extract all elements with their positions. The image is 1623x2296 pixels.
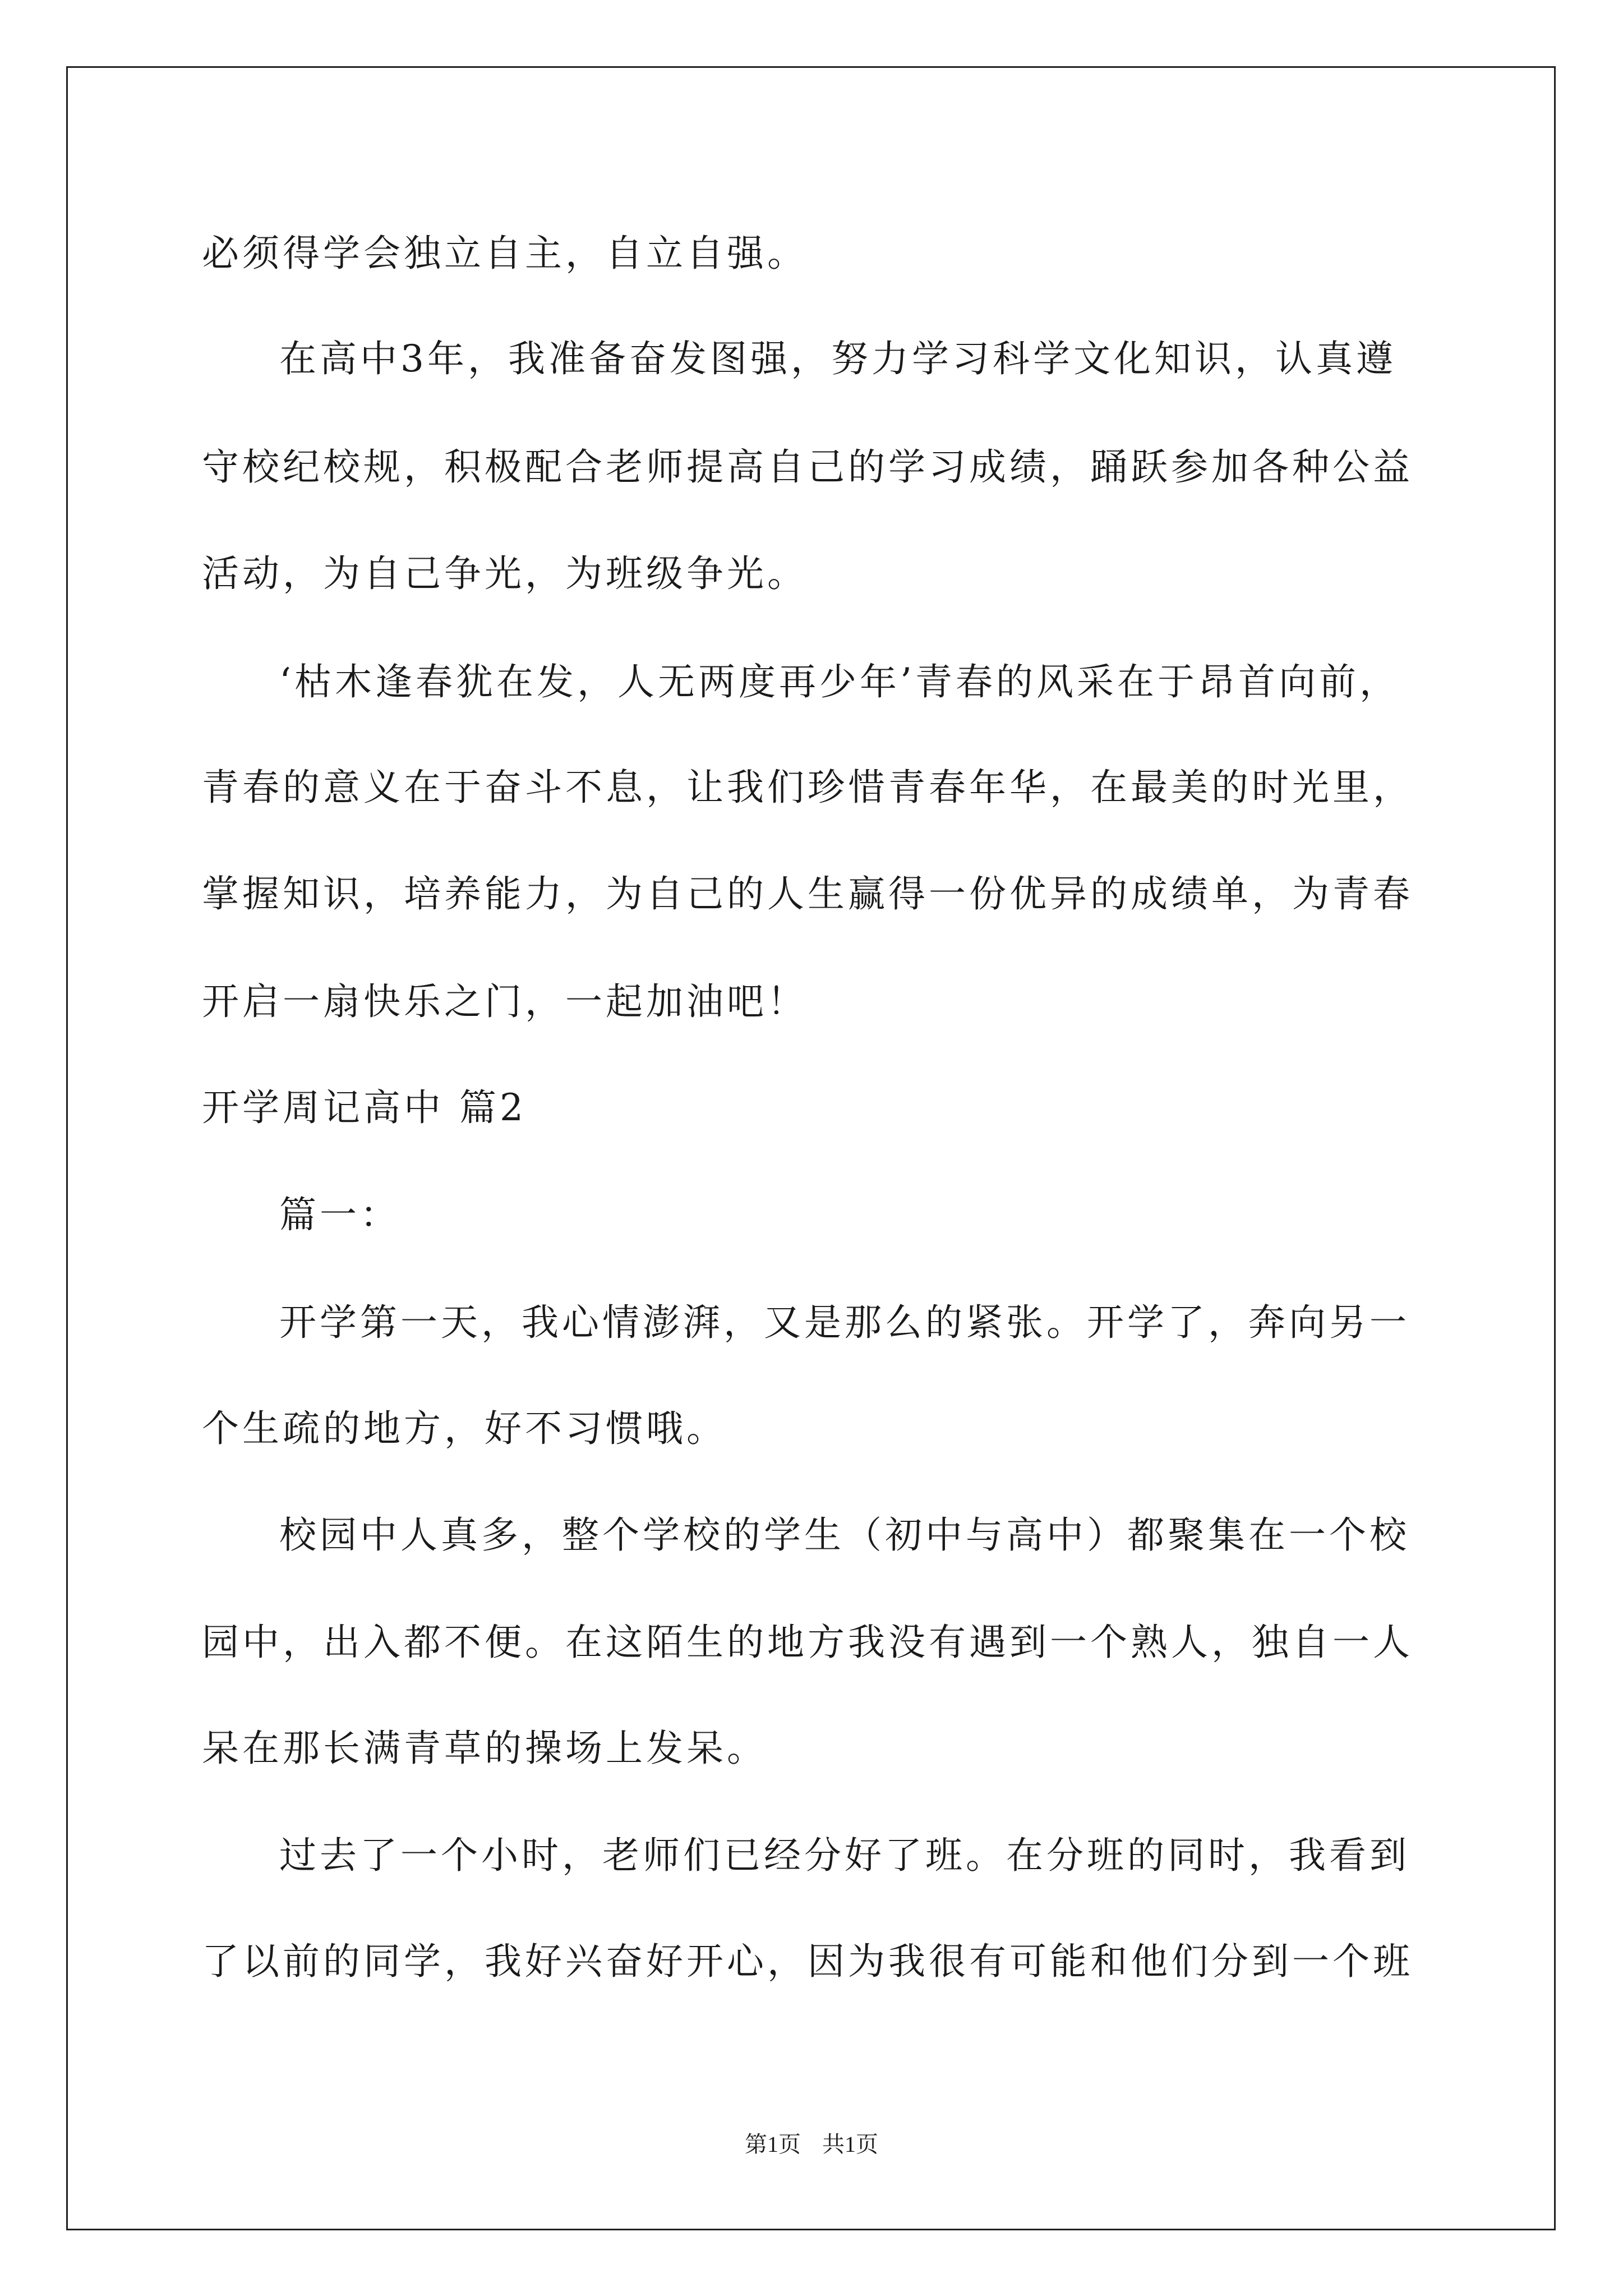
section-heading: 开学周记高中 篇2 bbox=[202, 1086, 527, 1129]
text-line: 个生疏的地方，好不习惯哦。 bbox=[202, 1407, 727, 1450]
text-line: 开启一扇快乐之门，一起加油吧！ bbox=[202, 980, 808, 1023]
text-line: 了以前的同学，我好兴奋好开心，因为我很有可能和他们分到一个班 bbox=[202, 1940, 1413, 1983]
page-border bbox=[66, 66, 1556, 2230]
text-line: ‘枯木逢春犹在发，人无两度再少年’青春的风采在于昂首向前， bbox=[279, 660, 1400, 703]
text-line: 必须得学会独立自主，自立自强。 bbox=[202, 232, 808, 275]
text-line: 篇一： bbox=[279, 1193, 400, 1236]
page-footer bbox=[0, 2131, 1623, 2159]
text-line: 在高中3年，我准备奋发图强，努力学习科学文化知识，认真遵 bbox=[279, 337, 1396, 380]
text-line: 园中，出入都不便。在这陌生的地方我没有遇到一个熟人，独自一人 bbox=[202, 1621, 1413, 1664]
text-line: 掌握知识，培养能力，为自己的人生赢得一份优异的成绩单，为青春 bbox=[202, 872, 1413, 915]
text-line: 呆在那长满青草的操场上发呆。 bbox=[202, 1727, 767, 1770]
text-line: 活动，为自己争光，为班级争光。 bbox=[202, 552, 808, 595]
text-line: 守校纪校规，积极配合老师提高自己的学习成绩，踊跃参加各种公益 bbox=[202, 445, 1413, 489]
text-line: 过去了一个小时，老师们已经分好了班。在分班的同时，我看到 bbox=[279, 1834, 1410, 1877]
text-line: 青春的意义在于奋斗不息，让我们珍惜青春年华，在最美的时光里， bbox=[202, 766, 1413, 809]
text-line: 校园中人真多，整个学校的学生（初中与高中）都聚集在一个校 bbox=[279, 1513, 1410, 1557]
total-pages: 共1页 bbox=[822, 2132, 878, 2157]
page-number: 第1页 bbox=[745, 2132, 801, 2157]
text-line: 开学第一天，我心情澎湃，又是那么的紧张。开学了，奔向另一 bbox=[279, 1301, 1410, 1344]
